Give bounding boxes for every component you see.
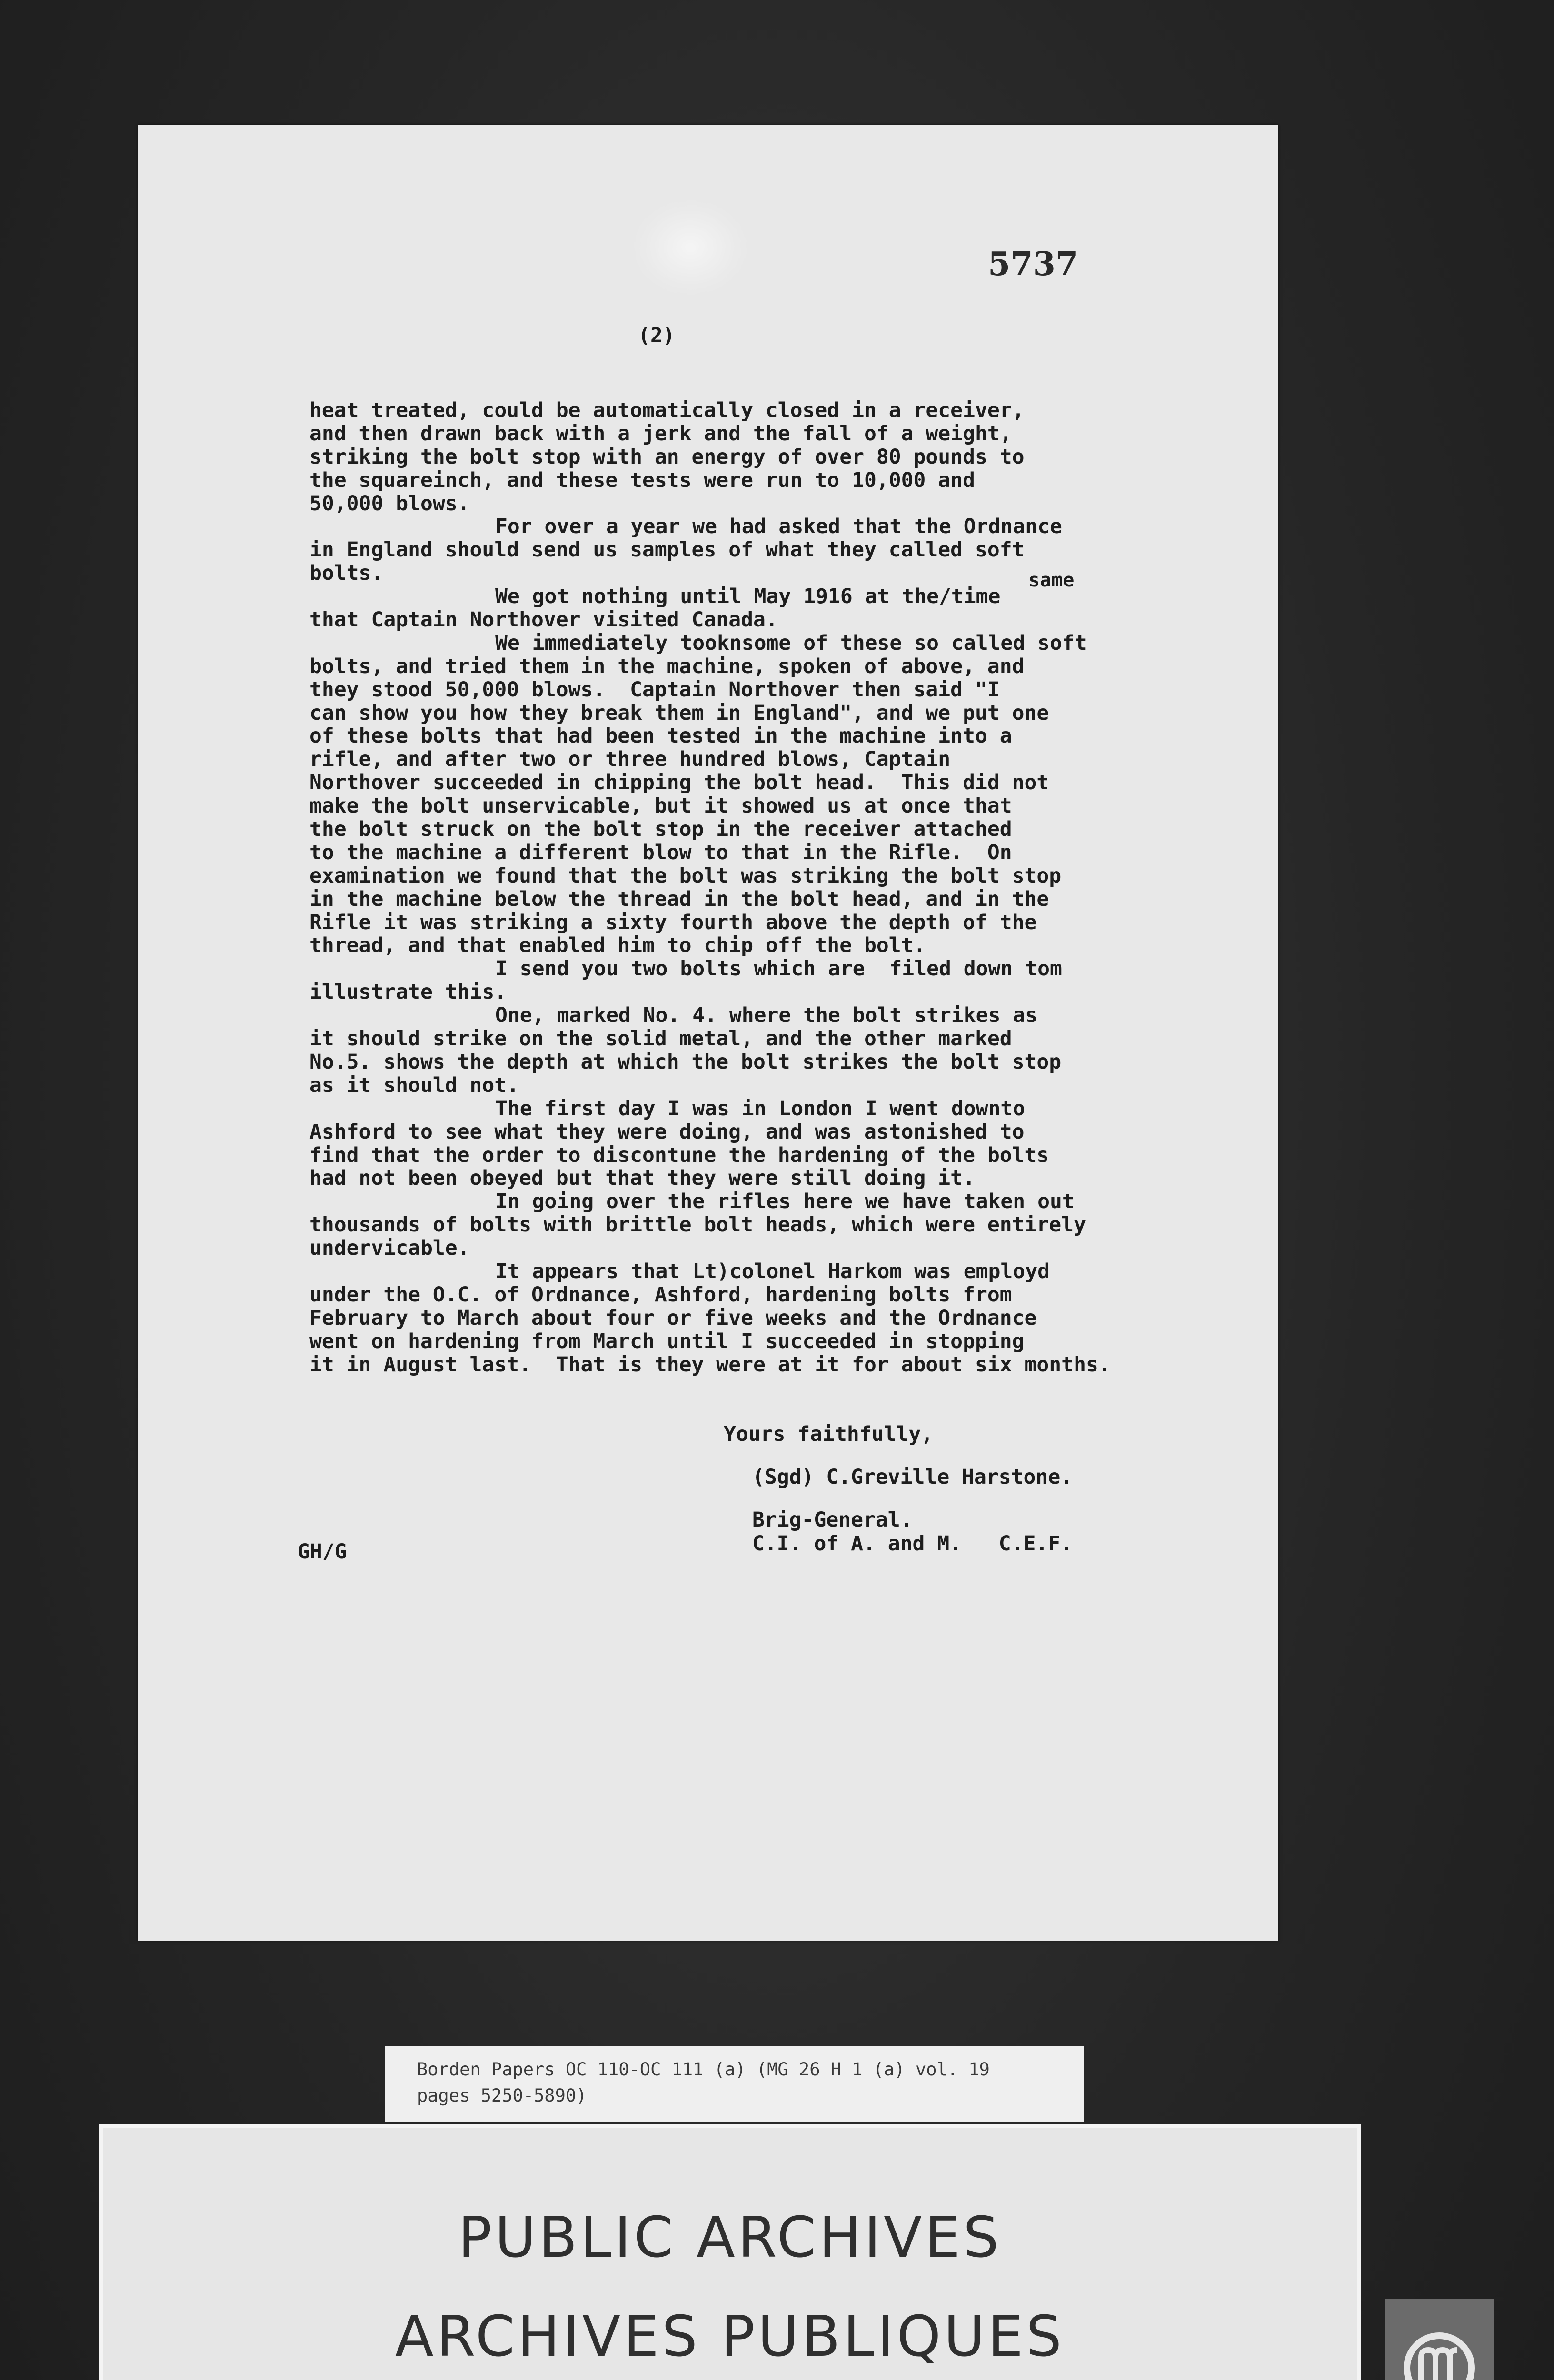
body-line: February to March about four or five weeks and the Ordnance	[309, 1306, 1037, 1330]
body-line: find that the order to discontune the hardening of the bolts	[309, 1143, 1049, 1167]
body-line: under the O.C. of Ordnance, Ashford, hardening bolts from	[309, 1282, 1012, 1307]
archives-card	[99, 2124, 1361, 2380]
reference-label	[385, 2046, 1084, 2122]
body-line: We immediately tooknsome of these so called soft	[495, 631, 1087, 655]
body-line: thread, and that enabled him to chip off the bolt.	[309, 933, 926, 958]
signature-block	[724, 1422, 1073, 1556]
body-line: Ashford to see what they were doing, and was astonished to	[309, 1120, 1025, 1144]
body-line: We got nothing until May 1916 at the/time	[495, 585, 1001, 609]
reference-label-line2: pages 5250-5890)	[417, 2085, 587, 2106]
body-line: In going over the rifles here we have taken out	[495, 1190, 1075, 1214]
body-line: heat treated, could be automatically closed in a receiver,	[309, 398, 1025, 422]
body-line: examination we found that the bolt was striking the bolt stop	[309, 863, 1062, 888]
body-line: it in August last. That is they were at it for about six months.	[309, 1352, 1111, 1377]
typist-initials: GH/G	[298, 1540, 347, 1564]
signature-line: (Sgd) C.Greville Harstone.	[752, 1465, 1073, 1489]
body-line: had not been obeyed but that they were still doing it.	[309, 1166, 975, 1190]
body-line: thousands of bolts with brittle bolt heads, which were entirely	[309, 1213, 1086, 1237]
rank-line: Brig-General.	[752, 1508, 913, 1532]
page-marker: (2)	[638, 324, 675, 347]
body-line: that Captain Northover visited Canada.	[309, 608, 778, 632]
body-line: went on hardening from March until I succeeded in stopping	[309, 1329, 1025, 1353]
archives-title-english: PUBLIC ARCHIVES	[458, 2204, 1002, 2270]
body-line: It appears that Lt)colonel Harkom was employd	[495, 1259, 1050, 1283]
reference-label-line1: Borden Papers OC 110-OC 111 (a) (MG 26 H 1 (a) vol. 19	[417, 2059, 990, 2080]
body-line: undervicable.	[309, 1236, 470, 1260]
body-line: in the machine below the thread in the bolt head, and in the	[309, 887, 1049, 911]
body-line: of these bolts that had been tested in the machine into a	[309, 724, 1012, 748]
body-line: and then drawn back with a jerk and the fall of a weight,	[309, 421, 1012, 446]
body-line: 50,000 blows.	[309, 491, 470, 516]
archives-logo-icon	[1385, 2299, 1494, 2380]
body-line: bolts, and tried them in the machine, spoken of above, and	[309, 654, 1025, 678]
body-line: in England should send us samples of what they called soft	[309, 538, 1025, 562]
body-line: illustrate this.	[309, 980, 507, 1004]
body-line: striking the bolt stop with an energy of over 80 pounds to	[309, 445, 1025, 469]
body-line: the bolt struck on the bolt stop in the receiver attached	[309, 817, 1012, 842]
body-line: the squareinch, and these tests were run to 10,000 and	[309, 468, 975, 492]
body-line: to the machine a different blow to that in the Rifle. On	[309, 840, 1012, 864]
body-line: they stood 50,000 blows. Captain Northover then said "I	[309, 677, 1000, 702]
body-line: For over a year we had asked that the Ordnance	[495, 515, 1062, 539]
title-line: C.I. of A. and M. C.E.F.	[752, 1532, 1073, 1556]
body-line: One, marked No. 4. where the bolt strikes as	[495, 1003, 1038, 1028]
closing-line: Yours faithfully,	[724, 1422, 934, 1446]
embossed-seal	[633, 200, 747, 295]
body-line: make the bolt unservicable, but it showed us at once that	[309, 794, 1012, 818]
body-line: Rifle it was striking a sixty fourth above the depth of the	[309, 910, 1037, 934]
body-line: No.5. shows the depth at which the bolt strikes the bolt stop	[309, 1050, 1062, 1074]
body-line: The first day I was in London I went downto	[495, 1096, 1026, 1121]
letter-body	[309, 399, 1238, 1376]
body-line: Northover succeeded in chipping the bolt head. This did not	[309, 771, 1049, 795]
body-line: it should strike on the solid metal, and the other marked	[309, 1027, 1012, 1051]
body-line: I send you two bolts which are filed down tom	[495, 957, 1062, 981]
handwritten-insertion: same	[1028, 569, 1075, 591]
body-line: can show you how they break them in England", and we put one	[309, 701, 1049, 725]
body-line: as it should not.	[309, 1073, 519, 1097]
body-line: rifle, and after two or three hundred blows, Captain	[309, 747, 951, 772]
archives-title-french: ARCHIVES PUBLIQUES	[395, 2303, 1065, 2369]
body-line: bolts.	[309, 561, 384, 585]
document-number: 5737	[988, 245, 1078, 283]
